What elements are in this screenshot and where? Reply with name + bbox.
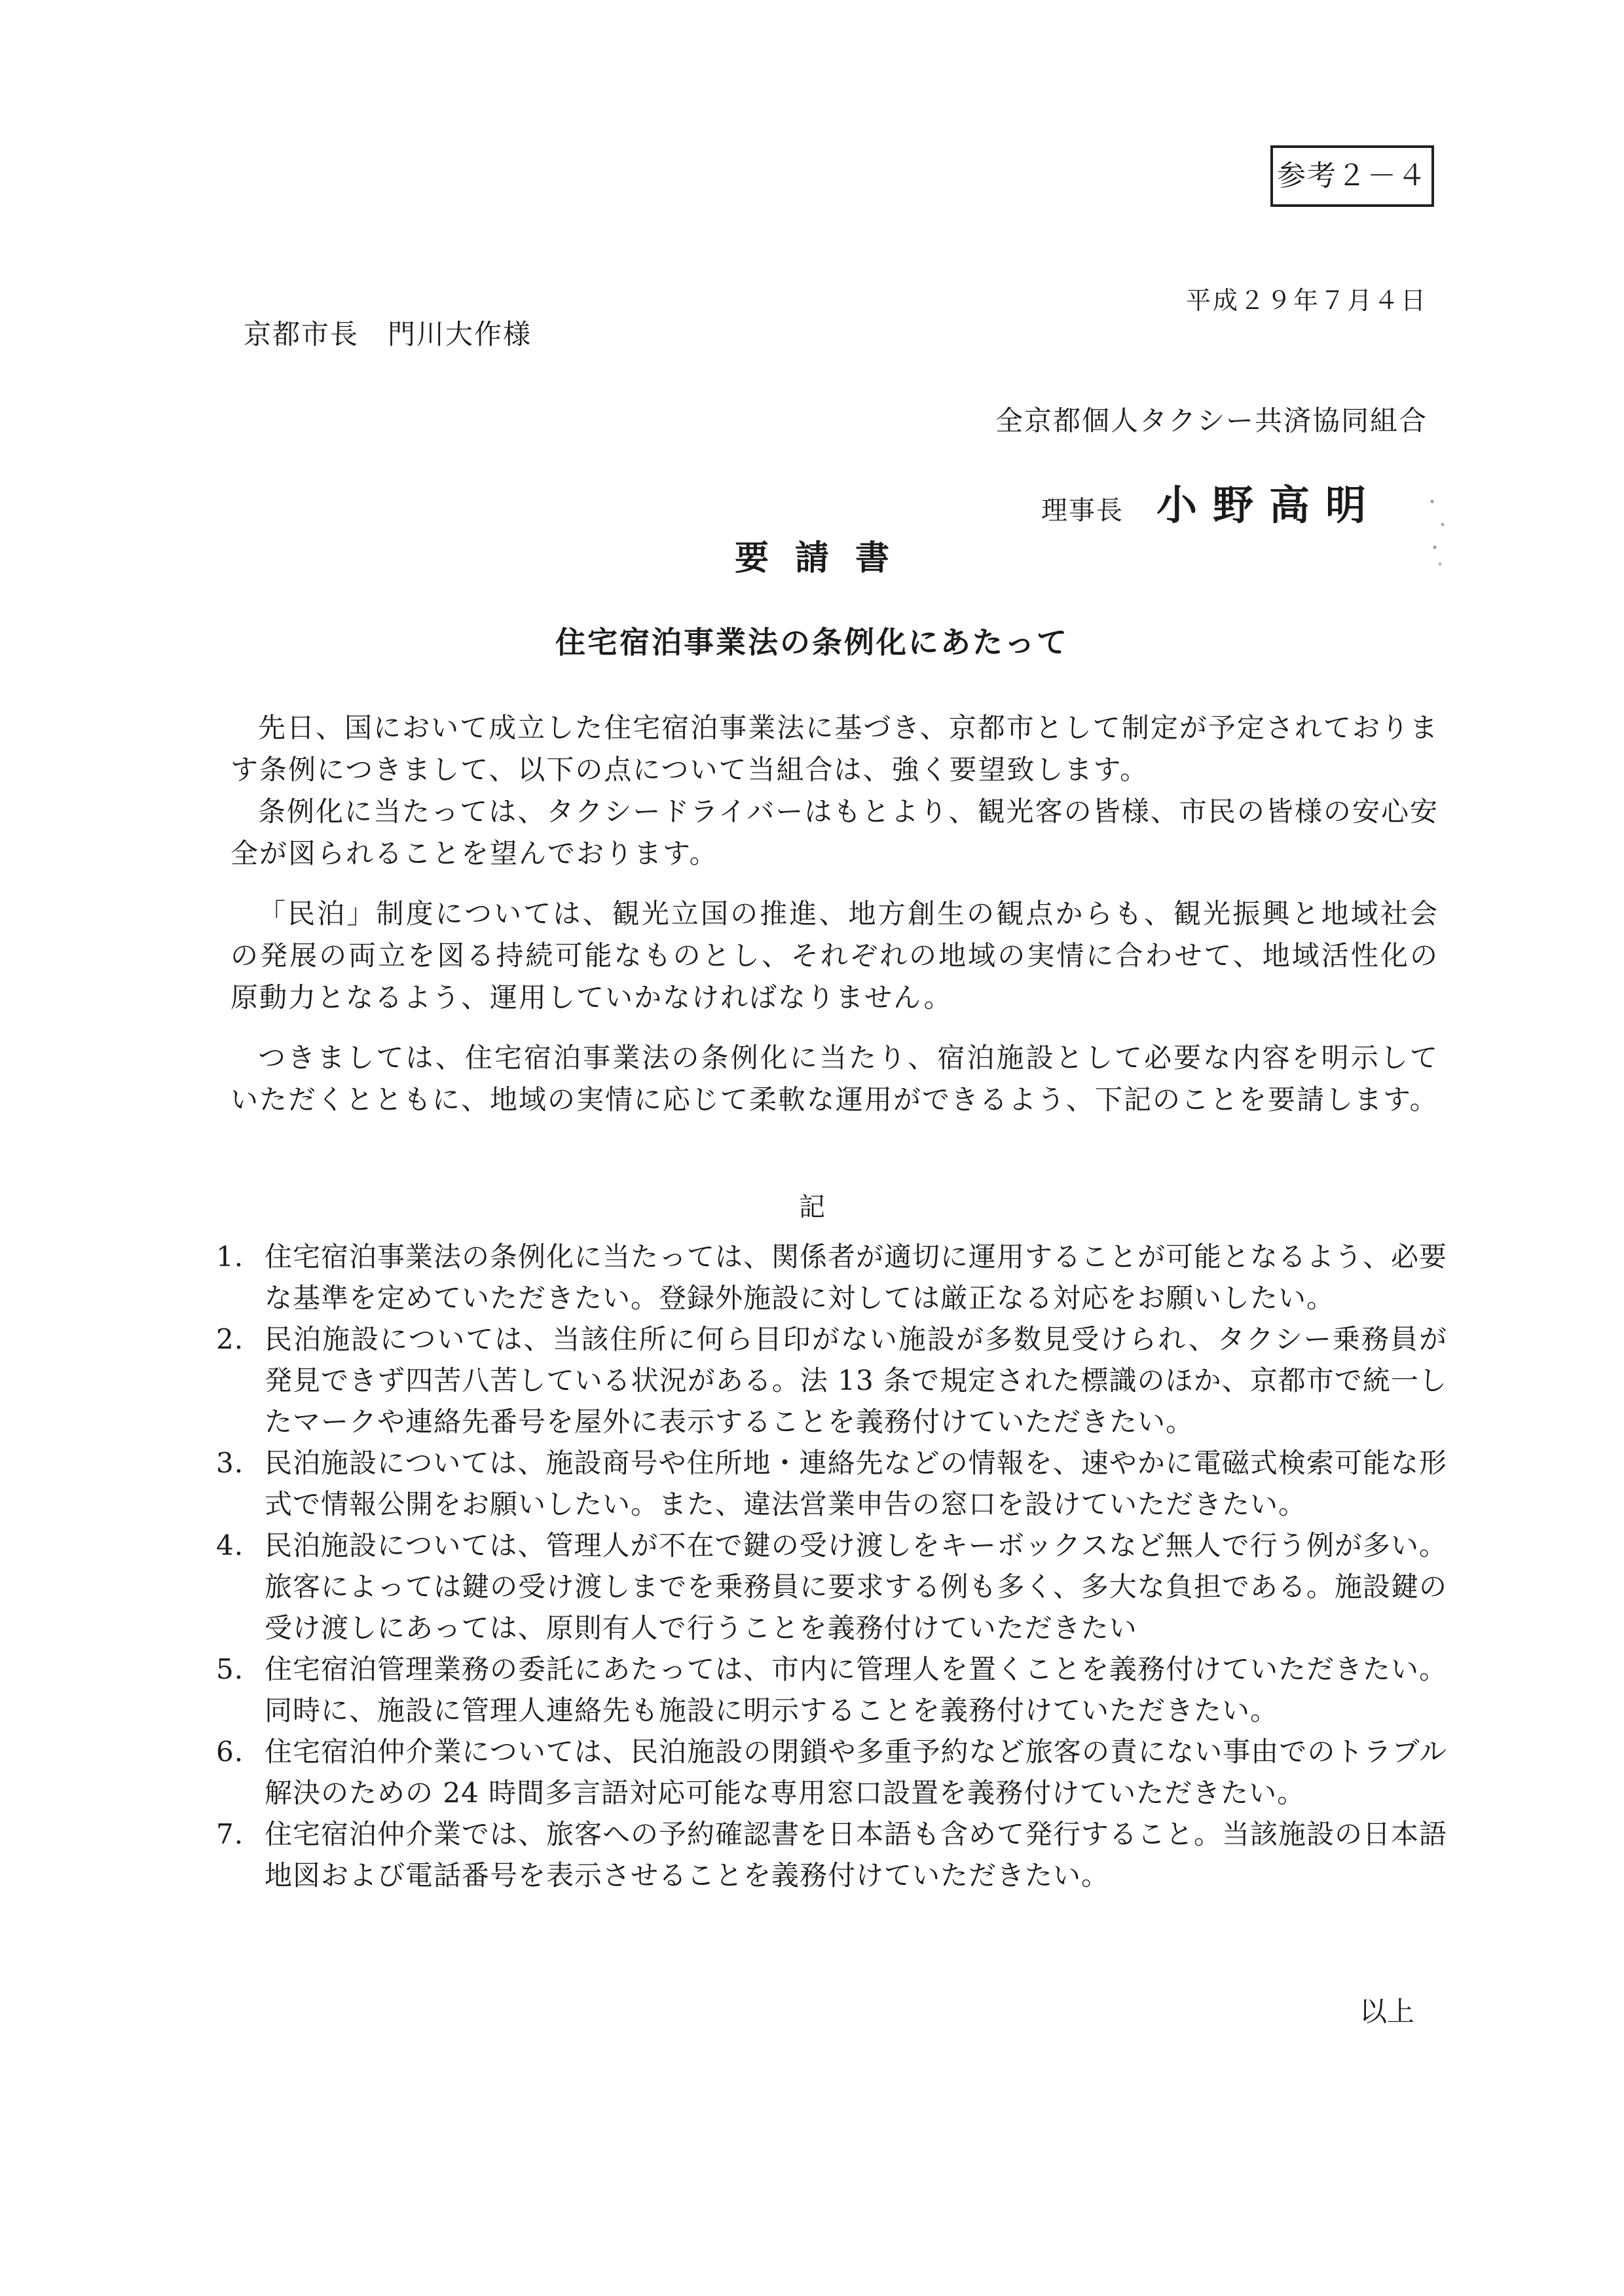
sender-name: 小野高明 xyxy=(1156,481,1382,529)
request-list xyxy=(216,1236,1447,1896)
ki-label: 記 xyxy=(799,1192,825,1222)
sender-title: 理事長 xyxy=(1041,496,1124,526)
body-paragraph: つきましては、住宅宿泊事業法の条例化に当たり、宿泊施設として必要な内容を明示していただくとともに、地域の実情に応じて柔軟な運用ができるよう、下記のことを要請します。 xyxy=(231,1042,1439,1116)
request-item-text: 住宅宿泊仲介業については、民泊施設の閉鎖や多重予約など旅客の責にない事由でのトラブル解決のための 24 時間多言語対応可能な専用窓口設置を義務付けていただきたい。 xyxy=(265,1736,1447,1809)
request-item-number: 4. xyxy=(216,1529,244,1561)
request-item-text: 住宅宿泊仲介業では、旅客への予約確認書を日本語も含めて発行すること。当該施設の日本語地図および電話番号を表示させることを義務付けていただきたい。 xyxy=(265,1818,1448,1891)
request-item-number: 5. xyxy=(216,1653,244,1685)
document-subject: 住宅宿泊事業法の条例化にあたって xyxy=(555,625,1069,660)
reference-label: 参考２－４ xyxy=(1270,145,1434,207)
request-item xyxy=(216,1813,1447,1896)
sender-organization: 全京都個人タクシー共済協同組合 xyxy=(995,405,1428,437)
request-item-number: 2. xyxy=(216,1323,244,1355)
request-item-number: 6. xyxy=(216,1736,244,1768)
closing-mark: 以上 xyxy=(1359,1995,1414,2028)
request-item-number: 3. xyxy=(216,1447,244,1479)
addressee: 京都市長 門川大作様 xyxy=(244,318,532,350)
request-item xyxy=(216,1649,1447,1731)
request-item xyxy=(216,1442,1447,1525)
request-item-text: 民泊施設については、施設商号や住所地・連絡先などの情報を、速やかに電磁式検索可能な形式で情報公開をお願いしたい。また、違法営業申告の窓口を設けていただきたい。 xyxy=(265,1447,1447,1520)
request-item-number: 1. xyxy=(216,1241,244,1273)
request-item xyxy=(216,1319,1447,1442)
request-item-number: 7. xyxy=(216,1818,244,1850)
request-item xyxy=(216,1525,1447,1649)
request-item xyxy=(216,1731,1447,1813)
body-paragraph: 「民泊」制度については、観光立国の推進、地方創生の観点からも、観光振興と地域社会の発展の両立を図る持続可能なものとし、それぞれの地域の実情に合わせて、地域活性化の原動力となるよう、運用していかなければなりません。 xyxy=(231,898,1439,1013)
body-text xyxy=(231,707,1439,1139)
body-paragraph: 先日、国において成立した住宅宿泊事業法に基づき、京都市として制定が予定されております条例につきまして、以下の点について当組合は、強く要望致します。 xyxy=(231,712,1439,786)
document-date: 平成２９年７月４日 xyxy=(1185,286,1428,315)
request-item-text: 住宅宿泊管理業務の委託にあたっては、市内に管理人を置くことを義務付けていただきたい。同時に、施設に管理人連絡先も施設に明示することを義務付けていただきたい。 xyxy=(265,1653,1448,1726)
request-item xyxy=(216,1236,1447,1319)
document-title: 要請書 xyxy=(734,538,915,578)
body-paragraph: 条例化に当たっては、タクシードライバーはもとより、観光客の皆様、市民の皆様の安心安全が図られることを望んでおります。 xyxy=(231,795,1439,869)
sender-signature-line xyxy=(1041,473,1382,531)
request-item-text: 民泊施設については、管理人が不在で鍵の受け渡しをキーボックスなど無人で行う例が多い。旅客によっては鍵の受け渡しまでを乗務員に要求する例も多く、多大な負担である。施設鍵の受け渡しにあっては、原則有人で行うことを義務付けていただきたい xyxy=(265,1529,1447,1644)
request-item-text: 民泊施設については、当該住所に何ら目印がない施設が多数見受けられ、タクシー乗務員が発見できず四苦八苦している状況がある。法 13 条で規定された標識のほか、京都市で統一したマークや連絡先番号を屋外に表示することを義務付けていただきたい。 xyxy=(265,1323,1447,1438)
request-item-text: 住宅宿泊事業法の条例化に当たっては、関係者が適切に運用することが可能となるよう、必要な基準を定めていただきたい。登録外施設に対しては厳正なる対応をお願いしたい。 xyxy=(265,1241,1448,1314)
